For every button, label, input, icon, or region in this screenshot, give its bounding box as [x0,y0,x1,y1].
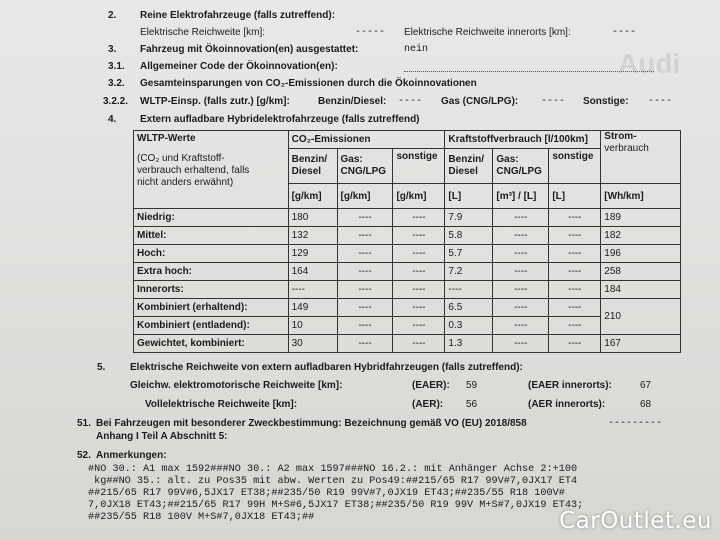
s322-benzin-label: Benzin/Diesel: [318,96,387,107]
s3-value: nein [404,44,429,55]
wltp-sub-2: verbrauch erhaltend, falls [137,165,250,176]
cell-g2: ---- [493,281,549,299]
cell-s1: ---- [393,281,445,299]
s51-line1: Bei Fahrzeugen mit besonderer Zweckbestimmung: Bezeichnung gemäß VO (EU) 2018/858 [96,418,527,429]
cell-f: 7.9 [445,209,493,227]
fuel-sonst-header: sonstige [549,149,601,184]
unit-f-bd: [L] [445,184,493,209]
s5-eaer-code: (EAER): [412,380,450,391]
row-label: Kombiniert (erhaltend): [134,299,289,317]
s51-line2: Anhang I Teil A Abschnitt 5: [96,431,228,442]
unit-co2-bd: [g/km] [288,184,337,209]
cell-s2: ---- [549,335,601,353]
cell-co2: ---- [288,281,337,299]
cell-g1: ---- [337,209,393,227]
cell-g2: ---- [493,335,549,353]
cell-s1: ---- [393,335,445,353]
strom-header [601,131,681,184]
cell-e: 196 [601,245,681,263]
s5-eaer-label: Gleichw. elektromotorische Reichweite [km]: [130,380,343,391]
s322-gas-value: ---- [541,96,566,107]
unit-strom: [Wh/km] [601,184,681,209]
cell-g1: ---- [337,335,393,353]
fuel-bd-header: Benzin/ Diesel [445,149,493,184]
cell-co2: 132 [288,227,337,245]
cell-g2: ---- [493,227,549,245]
cell-e-combined: 210 [601,299,681,335]
cell-e: 184 [601,281,681,299]
s5-aer-city-value: 68 [640,399,652,410]
wltp-header: WLTP-Werte [137,133,196,144]
cell-e: 189 [601,209,681,227]
row-label: Hoch: [134,245,289,263]
s5-title: Elektrische Reichweite von extern aufladbaren Hybridfahrzeugen (falls zutreffend): [130,362,523,373]
s322-label: WLTP-Einsp. (falls zutr.) [g/km]: [140,96,290,107]
cell-g2: ---- [493,209,549,227]
cell-f: 5.8 [445,227,493,245]
table-row [134,317,681,335]
s2-range-value: ----- [355,27,386,38]
cell-f: 6.5 [445,299,493,317]
co2-gas-header: Gas: CNG/LPG [337,149,393,184]
s3-number: 3. [108,44,117,55]
s3-label: Fahrzeug mit Ökoinnovation(en) ausgestattet: [140,44,359,55]
table-row [134,299,681,317]
cell-f: 1.3 [445,335,493,353]
remark-line-2: kg##NO 35.: alt. zu Pos35 mit abw. Werten zu Pos49:##215/65 R17 99V#7,0JX17 ET4 [88,476,578,487]
cell-s2: ---- [549,317,601,335]
strom-header-1: Strom- [604,131,637,142]
s4-title: Extern aufladbare Hybridelektrofahrzeuge (falls zutreffend) [140,114,420,125]
co2-sonst-header: sonstige [393,149,445,184]
cell-s2: ---- [549,209,601,227]
fuel-gas-header: Gas: CNG/LPG [493,149,549,184]
cell-s1: ---- [393,245,445,263]
cell-co2: 180 [288,209,337,227]
remark-line-4: 7,0JX18 ET43;##215/65 R17 99H M+S#6,5JX17 ET38;##235/50 R19 99V M+S#7,0JX19 ET43; [88,500,584,511]
wltp-header-cell [134,131,289,209]
table-row [134,263,681,281]
s31-label: Allgemeiner Code der Ökoinnovation(en): [140,61,338,72]
table-body [134,209,681,353]
s5-aer-label: Vollelektrische Reichweite [km]: [145,399,298,410]
s322-sonst-label: Sonstige: [583,96,629,107]
cell-e: 167 [601,335,681,353]
s52-title: Anmerkungen: [96,450,167,461]
s32-number: 3.2. [108,78,125,89]
cell-s1: ---- [393,263,445,281]
cell-f: ---- [445,281,493,299]
cell-g1: ---- [337,263,393,281]
cell-g1: ---- [337,227,393,245]
cell-s2: ---- [549,227,601,245]
cell-e: 258 [601,263,681,281]
cell-co2: 149 [288,299,337,317]
cell-g2: ---- [493,245,549,263]
cell-g2: ---- [493,299,549,317]
cell-f: 7.2 [445,263,493,281]
cell-s2: ---- [549,245,601,263]
remark-line-5: ##235/55 R18 100V M+S#7,0JX18 ET43;## [88,512,315,523]
cell-g1: ---- [337,317,393,335]
cell-e: 182 [601,227,681,245]
cell-s2: ---- [549,263,601,281]
row-label: Gewichtet, kombiniert: [134,335,289,353]
cell-g1: ---- [337,299,393,317]
unit-co2-gas: [g/km] [337,184,393,209]
wltp-table [133,130,681,353]
cell-g2: ---- [493,317,549,335]
cell-s1: ---- [393,299,445,317]
s322-benzin-value: ---- [398,96,423,107]
cell-co2: 129 [288,245,337,263]
wltp-sub-1: (CO₂ und Kraftstoff- [137,153,225,164]
s5-eaer-value: 59 [466,380,478,391]
s322-gas-label: Gas (CNG/LPG): [441,96,519,107]
s4-number: 4. [108,114,117,125]
unit-f-gas: [m³] / [L] [493,184,549,209]
s5-aer-code: (AER): [412,399,444,410]
s322-number: 3.2.2. [103,96,129,107]
s2-number: 2. [108,10,117,21]
s5-aer-value: 56 [466,399,478,410]
remark-line-3: ##215/65 R17 99V#6,5JX17 ET38;##235/50 R19 99V#7,0JX19 ET43;##235/55 R18 100V# [88,488,565,499]
row-label: Mittel: [134,227,289,245]
unit-f-s: [L] [549,184,601,209]
unit-co2-s: [g/km] [393,184,445,209]
row-label: Niedrig: [134,209,289,227]
cell-co2: 164 [288,263,337,281]
table-row [134,281,681,299]
cell-f: 0.3 [445,317,493,335]
co2-bd-header: Benzin/ Diesel [288,149,337,184]
table-row [134,245,681,263]
row-label: Kombiniert (entladend): [134,317,289,335]
s51-value: --------- [608,418,663,429]
table-header-row-1 [134,131,681,149]
cell-g1: ---- [337,281,393,299]
caroutlet-watermark: CarOutlet.eu [559,508,712,534]
cell-s1: ---- [393,209,445,227]
cell-f: 5.7 [445,245,493,263]
background-watermark-text: Audi [618,48,681,79]
cell-g2: ---- [493,263,549,281]
s2-title: Reine Elektrofahrzeuge (falls zutreffend): [140,10,336,21]
s5-eaer-city-code: (EAER innerorts): [528,380,612,391]
table-row [134,335,681,353]
cell-s1: ---- [393,317,445,335]
table-row [134,227,681,245]
cell-s2: ---- [549,299,601,317]
cell-co2: 30 [288,335,337,353]
s52-number: 52. [77,450,91,461]
co2-header: CO₂-Emissionen [288,131,445,149]
wltp-sub-3: nicht anders erwähnt) [137,177,234,188]
s5-eaer-city-value: 67 [640,380,652,391]
s31-number: 3.1. [108,61,125,72]
s5-number: 5. [97,362,106,373]
table-row [134,209,681,227]
strom-header-2: verbrauch [604,143,649,154]
cell-s2: ---- [549,281,601,299]
s2-range-label: Elektrische Reichweite [km]: [140,27,266,38]
s5-aer-city-code: (AER innerorts): [528,399,606,410]
remark-line-1: #NO 30.: A1 max 1592###NO 30.: A2 max 1597###NO 16.2.: mit Anhänger Achse 2:+100 [88,464,578,475]
s31-dotted-line [404,71,654,72]
cell-co2: 10 [288,317,337,335]
row-label: Innerorts: [134,281,289,299]
s51-number: 51. [77,418,91,429]
s32-label: Gesamteinsparungen von CO₂-Emissionen durch die Ökoinnovationen [140,78,477,89]
cell-g1: ---- [337,245,393,263]
cell-s1: ---- [393,227,445,245]
fuel-header: Kraftstoffverbrauch [l/100km] [445,131,601,149]
s322-sonst-value: ---- [648,96,673,107]
s2-city-value: ---- [612,27,637,38]
row-label: Extra hoch: [134,263,289,281]
s2-city-label: Elektrische Reichweite innerorts [km]: [404,27,571,38]
